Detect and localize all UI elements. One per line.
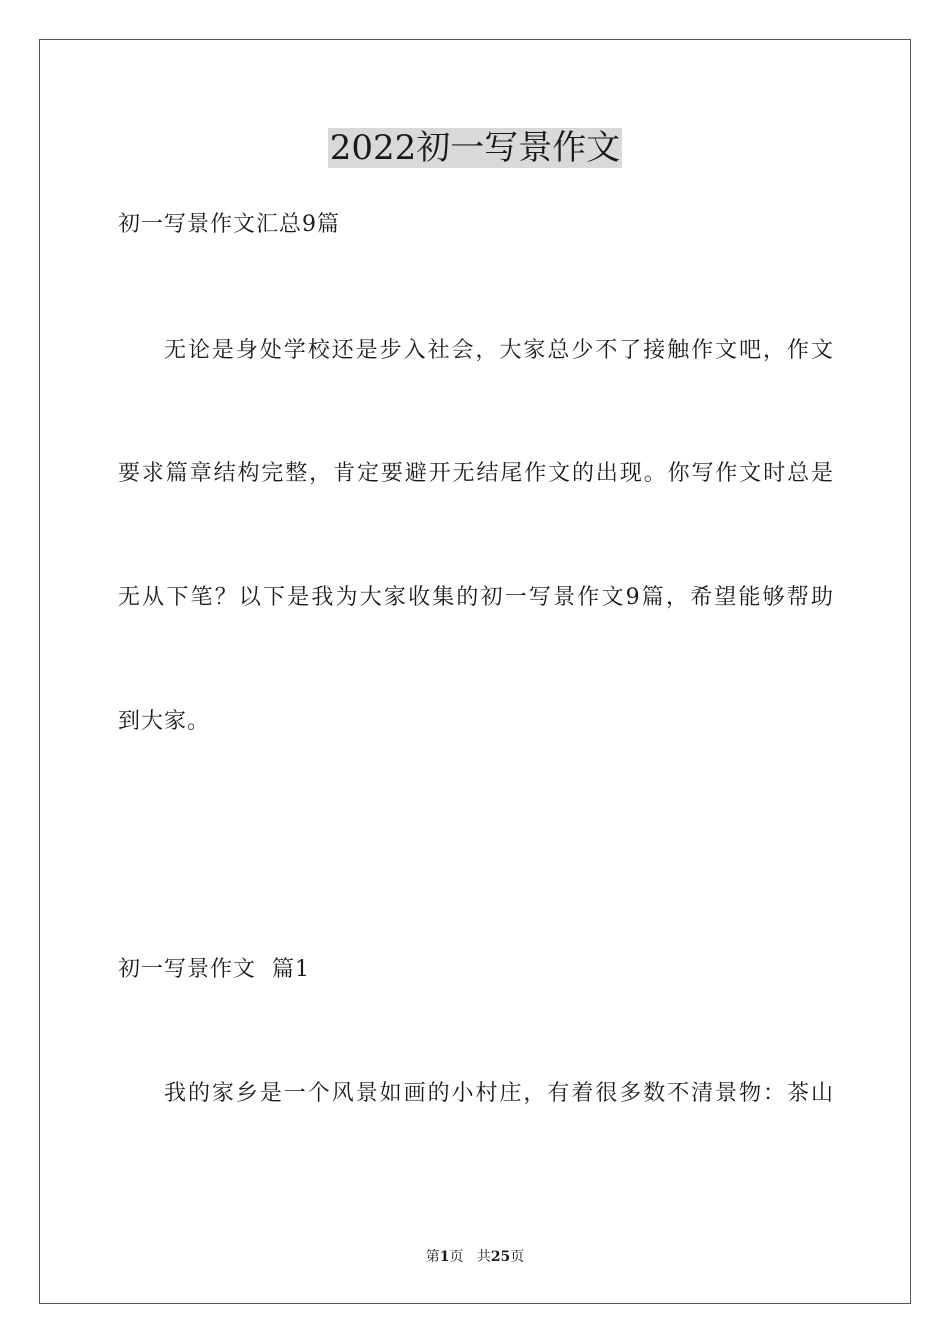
- document-title: [0, 126, 950, 170]
- section-heading: 初一写景作文 篇1: [118, 957, 310, 982]
- footer-total-pages: 25: [490, 1249, 511, 1265]
- section-first-line: 我的家乡是一个风景如画的小村庄，有着很多数不清景物：茶山: [164, 1081, 834, 1106]
- intro-line-3: 无从下笔？以下是我为大家收集的初一写景作文9篇，希望能够帮助: [118, 585, 834, 610]
- footer-total-prefix: 共: [476, 1249, 491, 1265]
- page-footer: [0, 1247, 950, 1267]
- footer-page-suffix: 页: [449, 1249, 464, 1265]
- intro-line-2: 要求篇章结构完整，肯定要避开无结尾作文的出现。你写作文时总是: [118, 461, 834, 486]
- intro-line-4: 到大家。: [118, 709, 211, 734]
- footer-page-number: 1: [439, 1249, 450, 1265]
- document-title-text: 2022初一写景作文: [329, 128, 621, 168]
- footer-page-prefix: 第: [425, 1249, 440, 1265]
- footer-total-suffix: 页: [510, 1249, 525, 1265]
- intro-line-1: 无论是身处学校还是步入社会，大家总少不了接触作文吧，作文: [164, 338, 834, 363]
- document-subtitle: 初一写景作文汇总9篇: [118, 212, 340, 237]
